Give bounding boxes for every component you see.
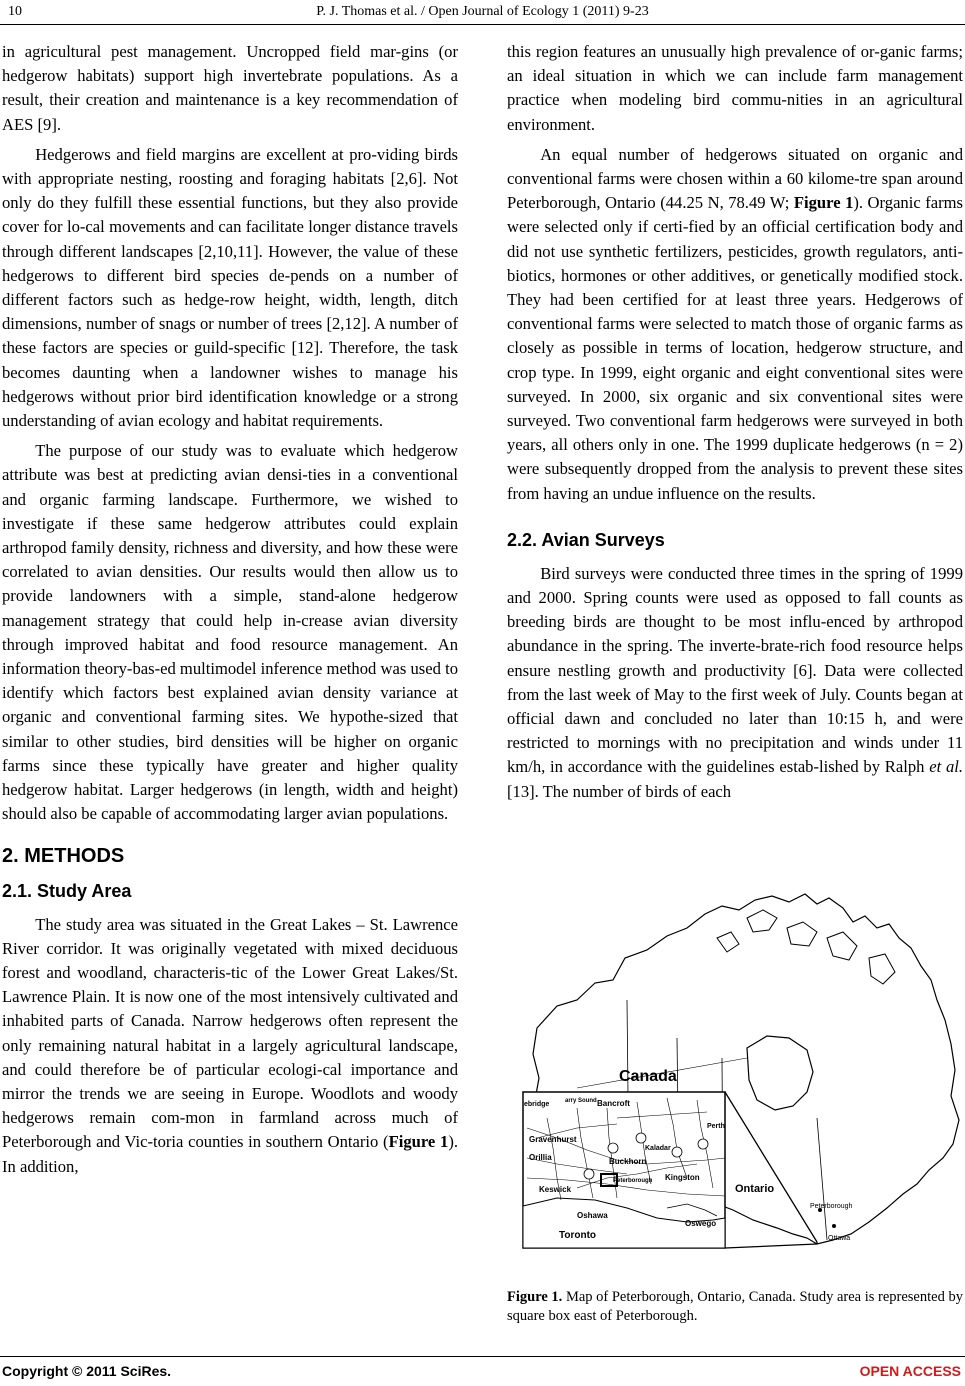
- figure-reference: Figure 1: [793, 193, 854, 213]
- inset-label: Keswick: [539, 1185, 572, 1194]
- text-span: ). Organic farms were selected only if certi-fied by an official certification body and did not use synthetic fertilizers, pesticides, growth regulators, anti-biotics, hormones or other additives, or genetically modified stock. They had been certified for at least three years. Hedgerows of conventional farms were selected to match those of organic farms as closely as possible in terms of location, hedgerow structure, and crop type. In 1999, eight organic and eight conventional sites were surveyed. In 2000, six organic and six conventional sites were surveyed. Two conventional farm hedgerows were surveyed in both years, all others only in one. The 1999 duplicate hedgerows (n = 2) were subsequently dropped from the analysis to prevent these sites from having an undue influence on the results.: [507, 193, 963, 503]
- figure-reference: Figure 1: [388, 1132, 449, 1152]
- paragraph: in agricultural pest management. Uncropped field mar-gins (or hedgerow habitats) support high invertebrate populations. As a result, their creation and maintenance is a key recommendation of AES [9].: [2, 42, 458, 134]
- paragraph: [507, 143, 963, 506]
- label-peterborough: Peterborough: [810, 1203, 853, 1210]
- page-number: 10: [8, 4, 22, 19]
- figure-caption: [507, 1288, 963, 1326]
- inset-label: ebridge: [524, 1101, 550, 1108]
- caption-text: Map of Peterborough, Ontario, Canada. Study area is represented by square box east of Peterborough.: [507, 1289, 963, 1324]
- text-span: Bird surveys were conducted three times in the spring of 1999 and 2000. Spring counts were used as opposed to fall counts as breeding birds are thought to be most influ-enced by arthropod abundance in the spring. The inverte-brate-rich food resource helps ensure nestling growth and productivity [6]. Data were collected from the last week of May to the first week of July. Counts began at official dawn and concluded no later than 10:15 h, and were restricted to mornings with no precipitation and winds under 11 km/h, in accordance with the guidelines estab-lished by Ralph: [507, 563, 963, 777]
- open-access-badge: OPEN ACCESS: [859, 1363, 961, 1379]
- text-span: ). In addition,: [2, 1132, 458, 1176]
- caption-label: Figure 1.: [507, 1289, 563, 1305]
- inset-label: Orillia: [529, 1153, 552, 1162]
- inset-label: Peterborough: [613, 1178, 653, 1184]
- inset-label: Buckhorn: [609, 1157, 647, 1166]
- page-footer: [0, 1355, 965, 1383]
- running-head: [0, 4, 965, 20]
- inset-label: Oshawa: [577, 1211, 608, 1220]
- text-span: [13]. The number of birds of each: [507, 781, 732, 801]
- inset-label: Bancroft: [597, 1099, 630, 1108]
- paragraph: [2, 913, 458, 1179]
- text-span: The study area was situated in the Great Lakes – St. Lawrence River corridor. It was originally vegetated with mixed deciduous forest and woodland, characteris-tic of the Lower Great Lakes/St. Lawrence Plain. It is now one of the most intensively cultivated and inhabited parts of Canada. Narrow hedgerows often represent the only remaining natural habitat in a largely agricultural landscape, and could therefore be of particular ecologi-cal importance and mirror the trends we are seeing in Europe. Woodlots and woody hedgerows remain com-mon in farmland across much of Peterborough and Vic-toria counties in southern Ontario (: [2, 914, 458, 1152]
- label-ontario: Ontario: [735, 1183, 775, 1195]
- right-column: [507, 40, 963, 804]
- header-rule: [0, 24, 965, 25]
- paragraph: this region features an unusually high prevalence of or-ganic farms; an ideal situation in which we can include farm management practice when modeling bird commu-nities in an agricultural environment.: [507, 42, 963, 134]
- paragraph: Hedgerows and field margins are excellent at pro-viding birds with appropriate nesting, roosting and foraging habitats [2,6]. Not only do they fulfill these essential functions, but they also provide cover for lo-cal movements and can facilitate longer distance travels through different landscapes [2,10,11]. However, the value of these hedgerows to different bird species de-pends on a number of different factors such as hedge-row height, width, length, ditch dimensions, number of snags or number of trees [2,12]. A number of these factors are species or guild-specific [12]. Therefore, the task becomes daunting when a landowner wishes to manage his hedgerows without prior bird identification knowledge or a strong understanding of avian ecology and habitat requirements.: [2, 144, 458, 431]
- inset-label: Kaladar: [645, 1145, 671, 1152]
- left-column: [2, 40, 458, 1179]
- italic-text: et al.: [929, 757, 964, 777]
- text-span: An equal number of hedgerows situated on organic and conventional farms were chosen within a 60 kilome-tre span around Peterborough, Ontario (44.25 N, 78.49 W;: [507, 144, 963, 213]
- map-figure: [517, 888, 963, 1263]
- inset-label: Kingston: [665, 1173, 700, 1182]
- map-graphic: [517, 888, 963, 1263]
- inset-label: Toronto: [559, 1230, 597, 1241]
- section-heading-methods: 2. METHODS: [2, 844, 125, 867]
- inset-label: arry Sound: [565, 1098, 597, 1104]
- paragraph: The purpose of our study was to evaluate which hedgerow attribute was best at predicting avian densi-ties in a conventional and organic farming landscape. Furthermore, we wished to investigate if these same hedgerow attributes could explain arthropod family density, richness and diversity, and how these were correlated to avian densities. Our results would then allow us to provide landowners with a simple, stand-alone hedgerow management strategy that could help in-crease avian diversity through improved habitat and food resource management. An information theory-bas-ed multimodel inference method was used to identify which factors best explained avian density variance at organic and conventional farming sites. We hypothe-sized that similar to other studies, bird densities will be higher on organic farms since these typically have greater and higher quality hedgerow habitat. Larger hedgerows (in length, width and height) should also be capable of accommodating larger avian populations.: [2, 441, 458, 824]
- paragraph: [507, 562, 963, 804]
- label-ottawa: Ottawa: [828, 1235, 851, 1242]
- page-header: [0, 2, 965, 24]
- subsection-heading-avian-surveys: 2.2. Avian Surveys: [507, 529, 665, 550]
- inset-label: Perth: [707, 1123, 725, 1130]
- inset-label: Gravenhurst: [529, 1135, 577, 1144]
- inset-label: Oswego: [685, 1219, 717, 1228]
- copyright-text: Copyright © 2011 SciRes.: [2, 1363, 172, 1379]
- label-canada: Canada: [619, 1068, 677, 1085]
- subsection-heading-study-area: 2.1. Study Area: [2, 880, 132, 901]
- running-head-text: P. J. Thomas et al. / Open Journal of Ecology 1 (2011) 9-23: [316, 4, 649, 19]
